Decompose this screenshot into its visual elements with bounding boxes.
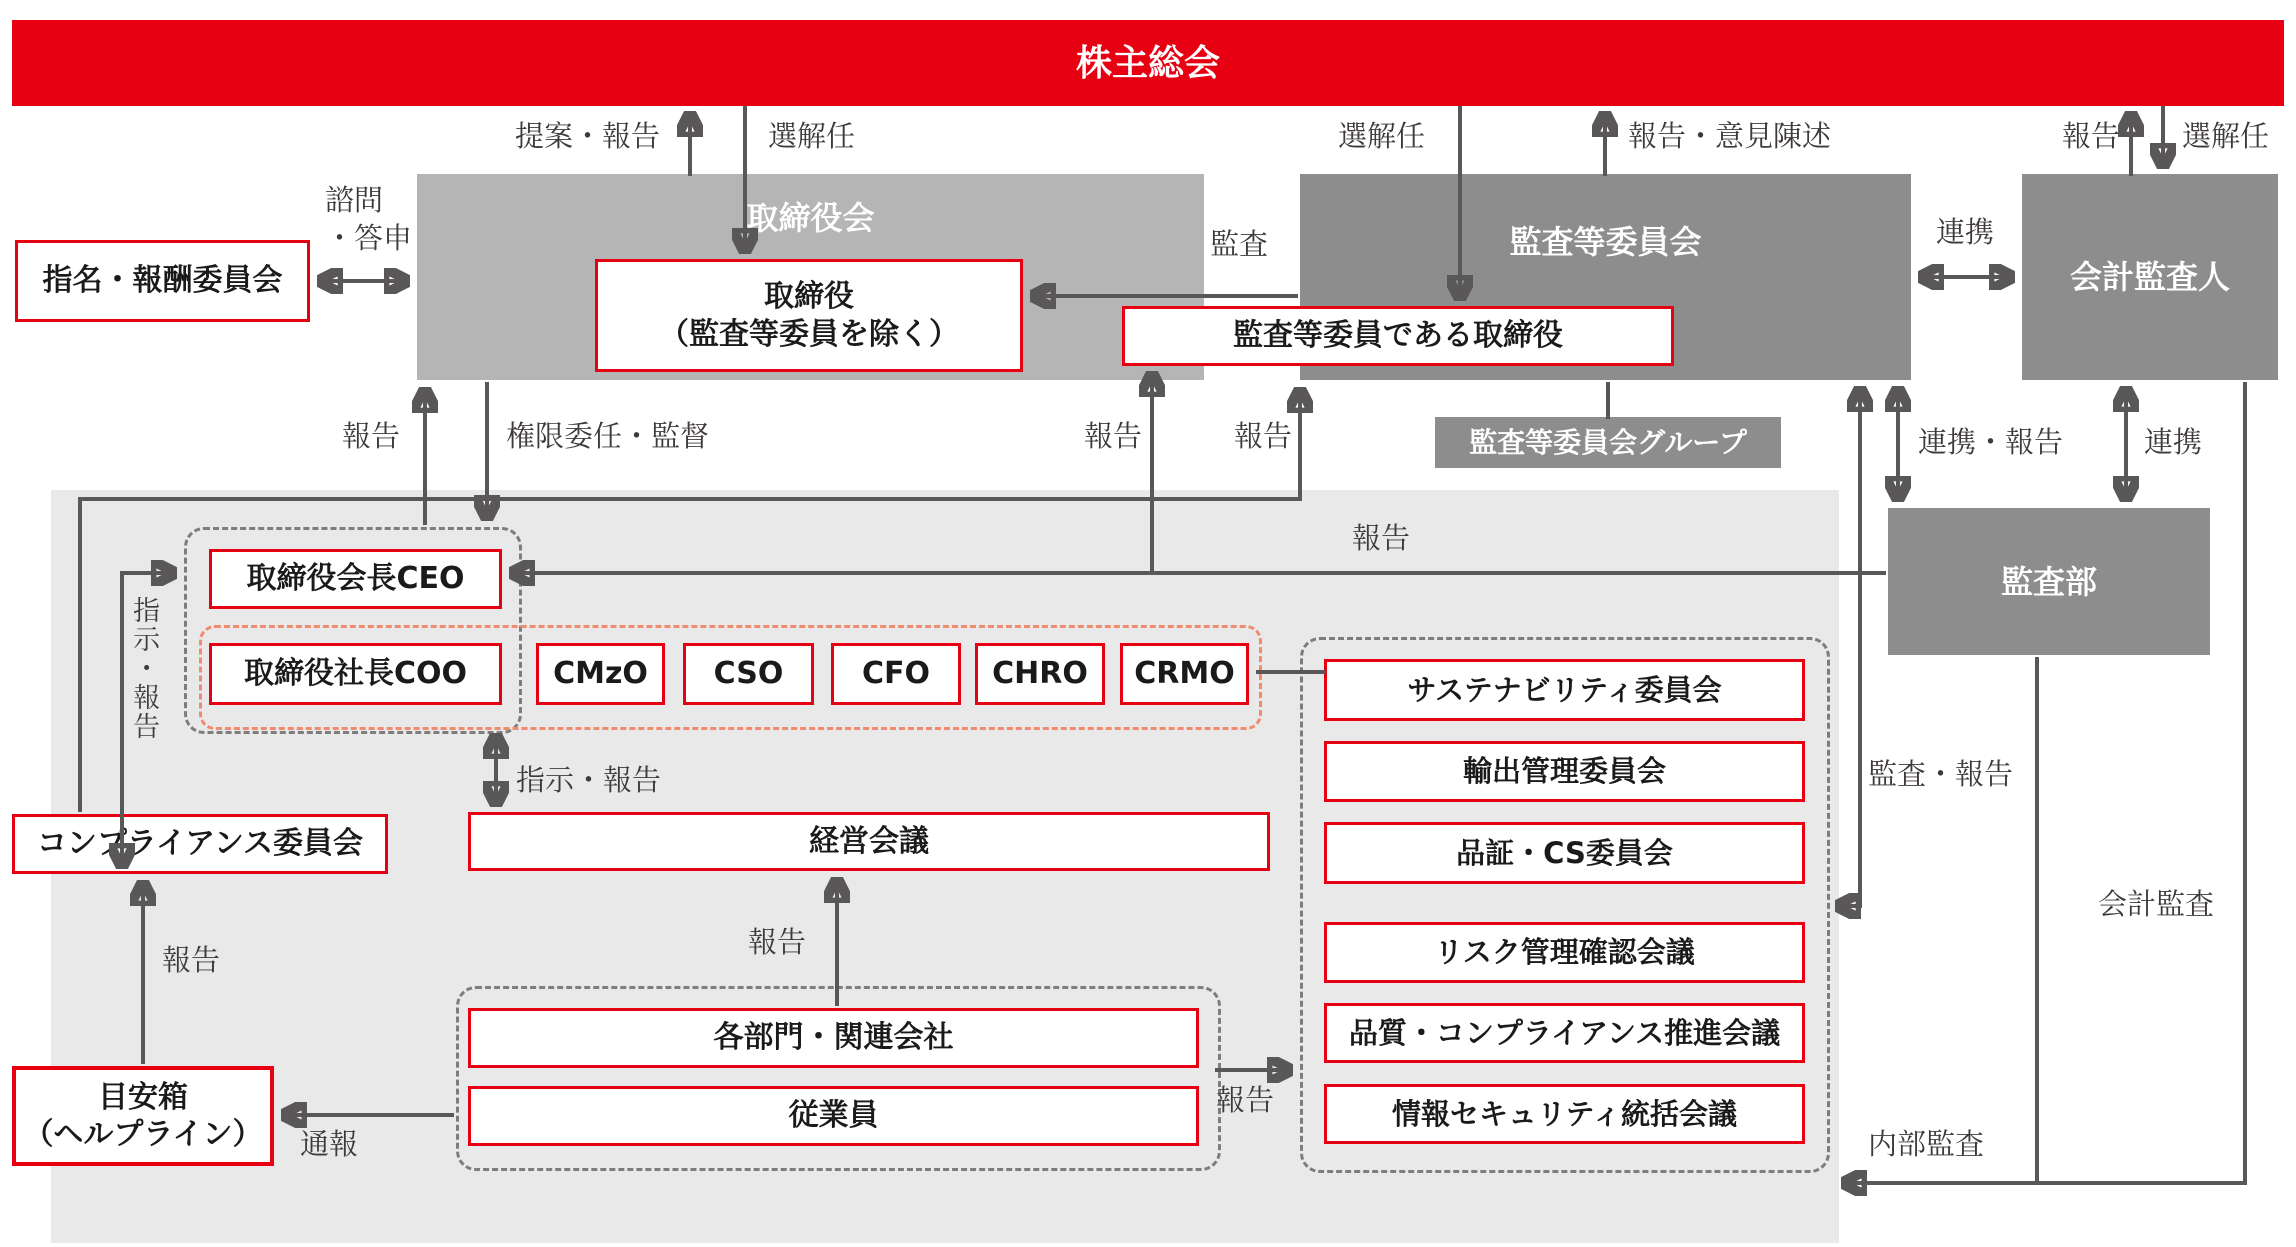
audit-committee-label: 監査等委員会 <box>1509 223 1702 261</box>
accounting-auditor-box <box>2022 174 2278 380</box>
label-report-auditdept-ceo: 報告 <box>1352 521 1411 555</box>
coo-box <box>209 643 502 705</box>
officer-box-chro <box>975 643 1105 705</box>
suggestion-box <box>12 1066 274 1166</box>
compliance-committee-label: コンプライアンス委員会 <box>36 826 364 862</box>
suggestion-box-label: 目安箱 <box>98 1079 188 1115</box>
officer-box-cmzo <box>536 643 665 705</box>
label-consultation-line2: ・答申 <box>325 220 413 255</box>
label-report-to-audit-directors: 報告 <box>1083 419 1142 453</box>
employees-label: 従業員 <box>788 1098 879 1134</box>
management-meeting-box <box>468 812 1270 871</box>
audit-committee-group-box <box>1435 417 1781 468</box>
employees-box <box>468 1086 1199 1146</box>
directors-box <box>595 259 1023 372</box>
accounting-auditor-label: 会計監査人 <box>2069 258 2230 296</box>
label-report-auditor: 報告 <box>2061 119 2120 153</box>
audit-dept-box <box>1888 508 2210 655</box>
label-instruction-report-vertical: 指示・報告 <box>128 596 160 741</box>
label-appointment-auditor: 選解任 <box>2182 119 2270 153</box>
label-report-ceo-board: 報告 <box>341 419 400 453</box>
label-report-opinion: 報告・意見陳述 <box>1628 119 1832 153</box>
committee-qa-cs-label: 品証・CS委員会 <box>1456 835 1673 870</box>
committee-infosec-label: 情報セキュリティ統括会議 <box>1391 1096 1738 1131</box>
label-report-box-compliance: 報告 <box>162 943 221 977</box>
label-appointment-board: 選解任 <box>768 119 856 153</box>
divisions-label: 各部門・関連会社 <box>713 1020 954 1056</box>
committee-quality-compliance-label: 品質・コンプライアンス推進会議 <box>1348 1015 1781 1050</box>
audit-directors-box <box>1122 306 1674 366</box>
committee-risk-label: リスク管理確認会議 <box>1434 935 1695 970</box>
audit-directors-label: 監査等委員である取締役 <box>1233 318 1563 354</box>
board-of-directors-label: 取締役会 <box>746 199 875 237</box>
directors-sublabel: （監査等委員を除く） <box>659 316 959 352</box>
label-cooperation-1: 連携 <box>1936 215 1995 249</box>
suggestion-box-sublabel: （ヘルプライン） <box>23 1117 263 1152</box>
label-audit: 監査 <box>1210 227 1269 261</box>
shareholders-meeting-box <box>12 20 2284 106</box>
officer-box-cso <box>683 643 814 705</box>
label-delegation: 権限委任・監督 <box>506 419 710 453</box>
label-cooperation-2: 連携 <box>2144 425 2203 459</box>
label-consultation <box>325 182 412 257</box>
committee-box-qa-cs <box>1324 822 1805 884</box>
label-internal-audit: 内部監査 <box>1868 1127 1985 1161</box>
audit-committee-group-label: 監査等委員会グループ <box>1469 426 1747 459</box>
label-cooperation-report: 連携・報告 <box>1918 425 2064 459</box>
label-report-to-audit-committee: 報告 <box>1233 419 1292 453</box>
committee-box-sustainability <box>1324 659 1805 721</box>
audit-dept-label: 監査部 <box>2000 562 2097 601</box>
committee-export-label: 輸出管理委員会 <box>1462 754 1666 789</box>
label-consultation-line1: 諮問 <box>325 183 384 217</box>
officer-cfo-label: CFO <box>861 656 930 692</box>
coo-label: 取締役社長COO <box>243 656 468 692</box>
officer-box-cfo <box>831 643 961 705</box>
divisions-box <box>468 1008 1199 1068</box>
label-report-emp-committees: 報告 <box>1216 1083 1275 1117</box>
officer-crmo-label: CRMO <box>1134 656 1235 692</box>
label-audit-report: 監査・報告 <box>1868 757 2014 791</box>
ceo-label: 取締役会長CEO <box>246 561 465 597</box>
officer-chro-label: CHRO <box>992 656 1088 692</box>
label-instruction-report: 指示・報告 <box>516 763 662 797</box>
officer-box-crmo <box>1120 643 1249 705</box>
officer-cmzo-label: CMzO <box>553 656 648 692</box>
label-proposal-report: 提案・報告 <box>514 119 660 153</box>
ceo-box <box>209 549 502 609</box>
label-accounting-audit: 会計監査 <box>2098 887 2215 921</box>
committee-sustainability-label: サステナビリティ委員会 <box>1407 672 1722 707</box>
management-meeting-label: 経営会議 <box>809 823 929 859</box>
committee-box-risk <box>1324 922 1805 983</box>
label-appointment-audit: 選解任 <box>1338 119 1426 153</box>
label-whistleblowing: 通報 <box>300 1127 359 1161</box>
nomination-committee-label: 指名・報酬委員会 <box>42 263 283 299</box>
committee-box-infosec <box>1324 1084 1805 1144</box>
compliance-committee-box <box>12 814 388 874</box>
shareholders-meeting-label: 株主総会 <box>1075 42 1220 84</box>
label-report-div-mgmt: 報告 <box>748 925 807 959</box>
committee-box-export <box>1324 741 1805 802</box>
directors-label: 取締役 <box>764 279 854 314</box>
officer-cso-label: CSO <box>713 656 784 692</box>
nomination-committee-box <box>15 240 310 322</box>
committee-box-quality-compliance <box>1324 1003 1805 1063</box>
arrow-audit-report <box>1840 391 1860 906</box>
